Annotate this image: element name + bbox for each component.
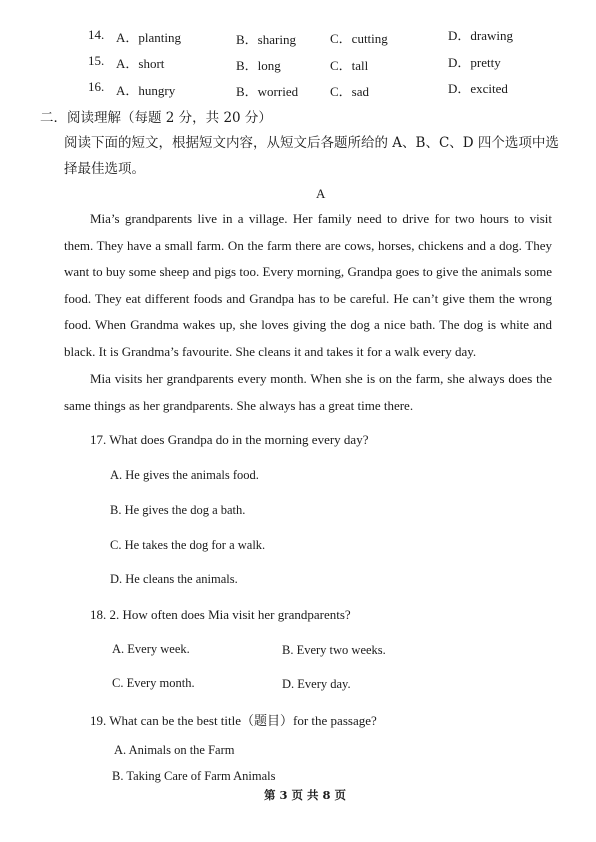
option-c: C．tall [330,58,369,73]
section-heading: 二．阅读理解（每题 2 分，共 20 分） [40,110,272,126]
question-17-option-d: D. He cleans the animals. [110,572,238,586]
passage-title: A [316,186,326,201]
question-18-option-c: C. Every month. [112,676,195,690]
option-d: D．pretty [448,55,501,70]
option-b: B．long [236,58,281,73]
option-a: A．planting [116,30,181,45]
option-a: A．short [116,56,165,71]
passage-paragraph-1: Mia’s grandparents live in a village. Her family need to drive for two hours to visit them. They have a small farm. On the farm there are cows, horses, chickens and a dog. They want to buy some sheep and pigs too. Every morning, Grandpa goes to give the animals some food. They eat different foods and Grandpa has to be careful. He can’t give them the wrong food. When Grandma wakes up, she loves giving the dog a nice bath. The dog is white and black. It is Grandma’s favourite. She cleans it and takes it for a walk every day. [64,211,552,359]
option-b: B．worried [236,84,299,99]
section-instruction-line1: 阅读下面的短文，根据短文内容，从短文后各题所给的 A、B、C、D 四个选项中选 [64,135,559,151]
question-17-option-b: B. He gives the dog a bath. [110,503,246,517]
question-19-option-a: A. Animals on the Farm [114,743,235,757]
question-19-option-b: B. Taking Care of Farm Animals [112,769,276,783]
option-a: A．hungry [116,83,176,98]
question-number: 14. [88,27,105,42]
option-b: B．sharing [236,32,296,47]
page-number-footer: 第 3 页 共 8 页 [264,788,347,802]
question-19-stem: 19. What can be the best title（题目）for the passage? [90,713,377,728]
question-18-option-b: B. Every two weeks. [282,643,386,657]
question-18-stem: 18. 2. How often does Mia visit her grandparents? [90,607,351,622]
option-c: C．cutting [330,31,388,46]
question-17-stem: 17. What does Grandpa do in the morning every day? [90,432,369,447]
question-number: 16. [88,79,105,94]
option-d: D．drawing [448,28,513,43]
option-c: C．sad [330,84,370,99]
section-instruction-line2: 择最佳选项。 [64,161,145,177]
option-d: D．excited [448,81,508,96]
question-number: 15. [88,53,105,68]
passage-paragraph-2: Mia visits her grandparents every month. When she is on the farm, she always does the same things as her grandparents. She always has a great time there. [64,371,552,413]
question-18-option-a: A. Every week. [112,642,190,656]
question-17-option-a: A. He gives the animals food. [110,468,259,482]
question-18-option-d: D. Every day. [282,677,351,691]
question-17-option-c: C. He takes the dog for a walk. [110,538,266,552]
